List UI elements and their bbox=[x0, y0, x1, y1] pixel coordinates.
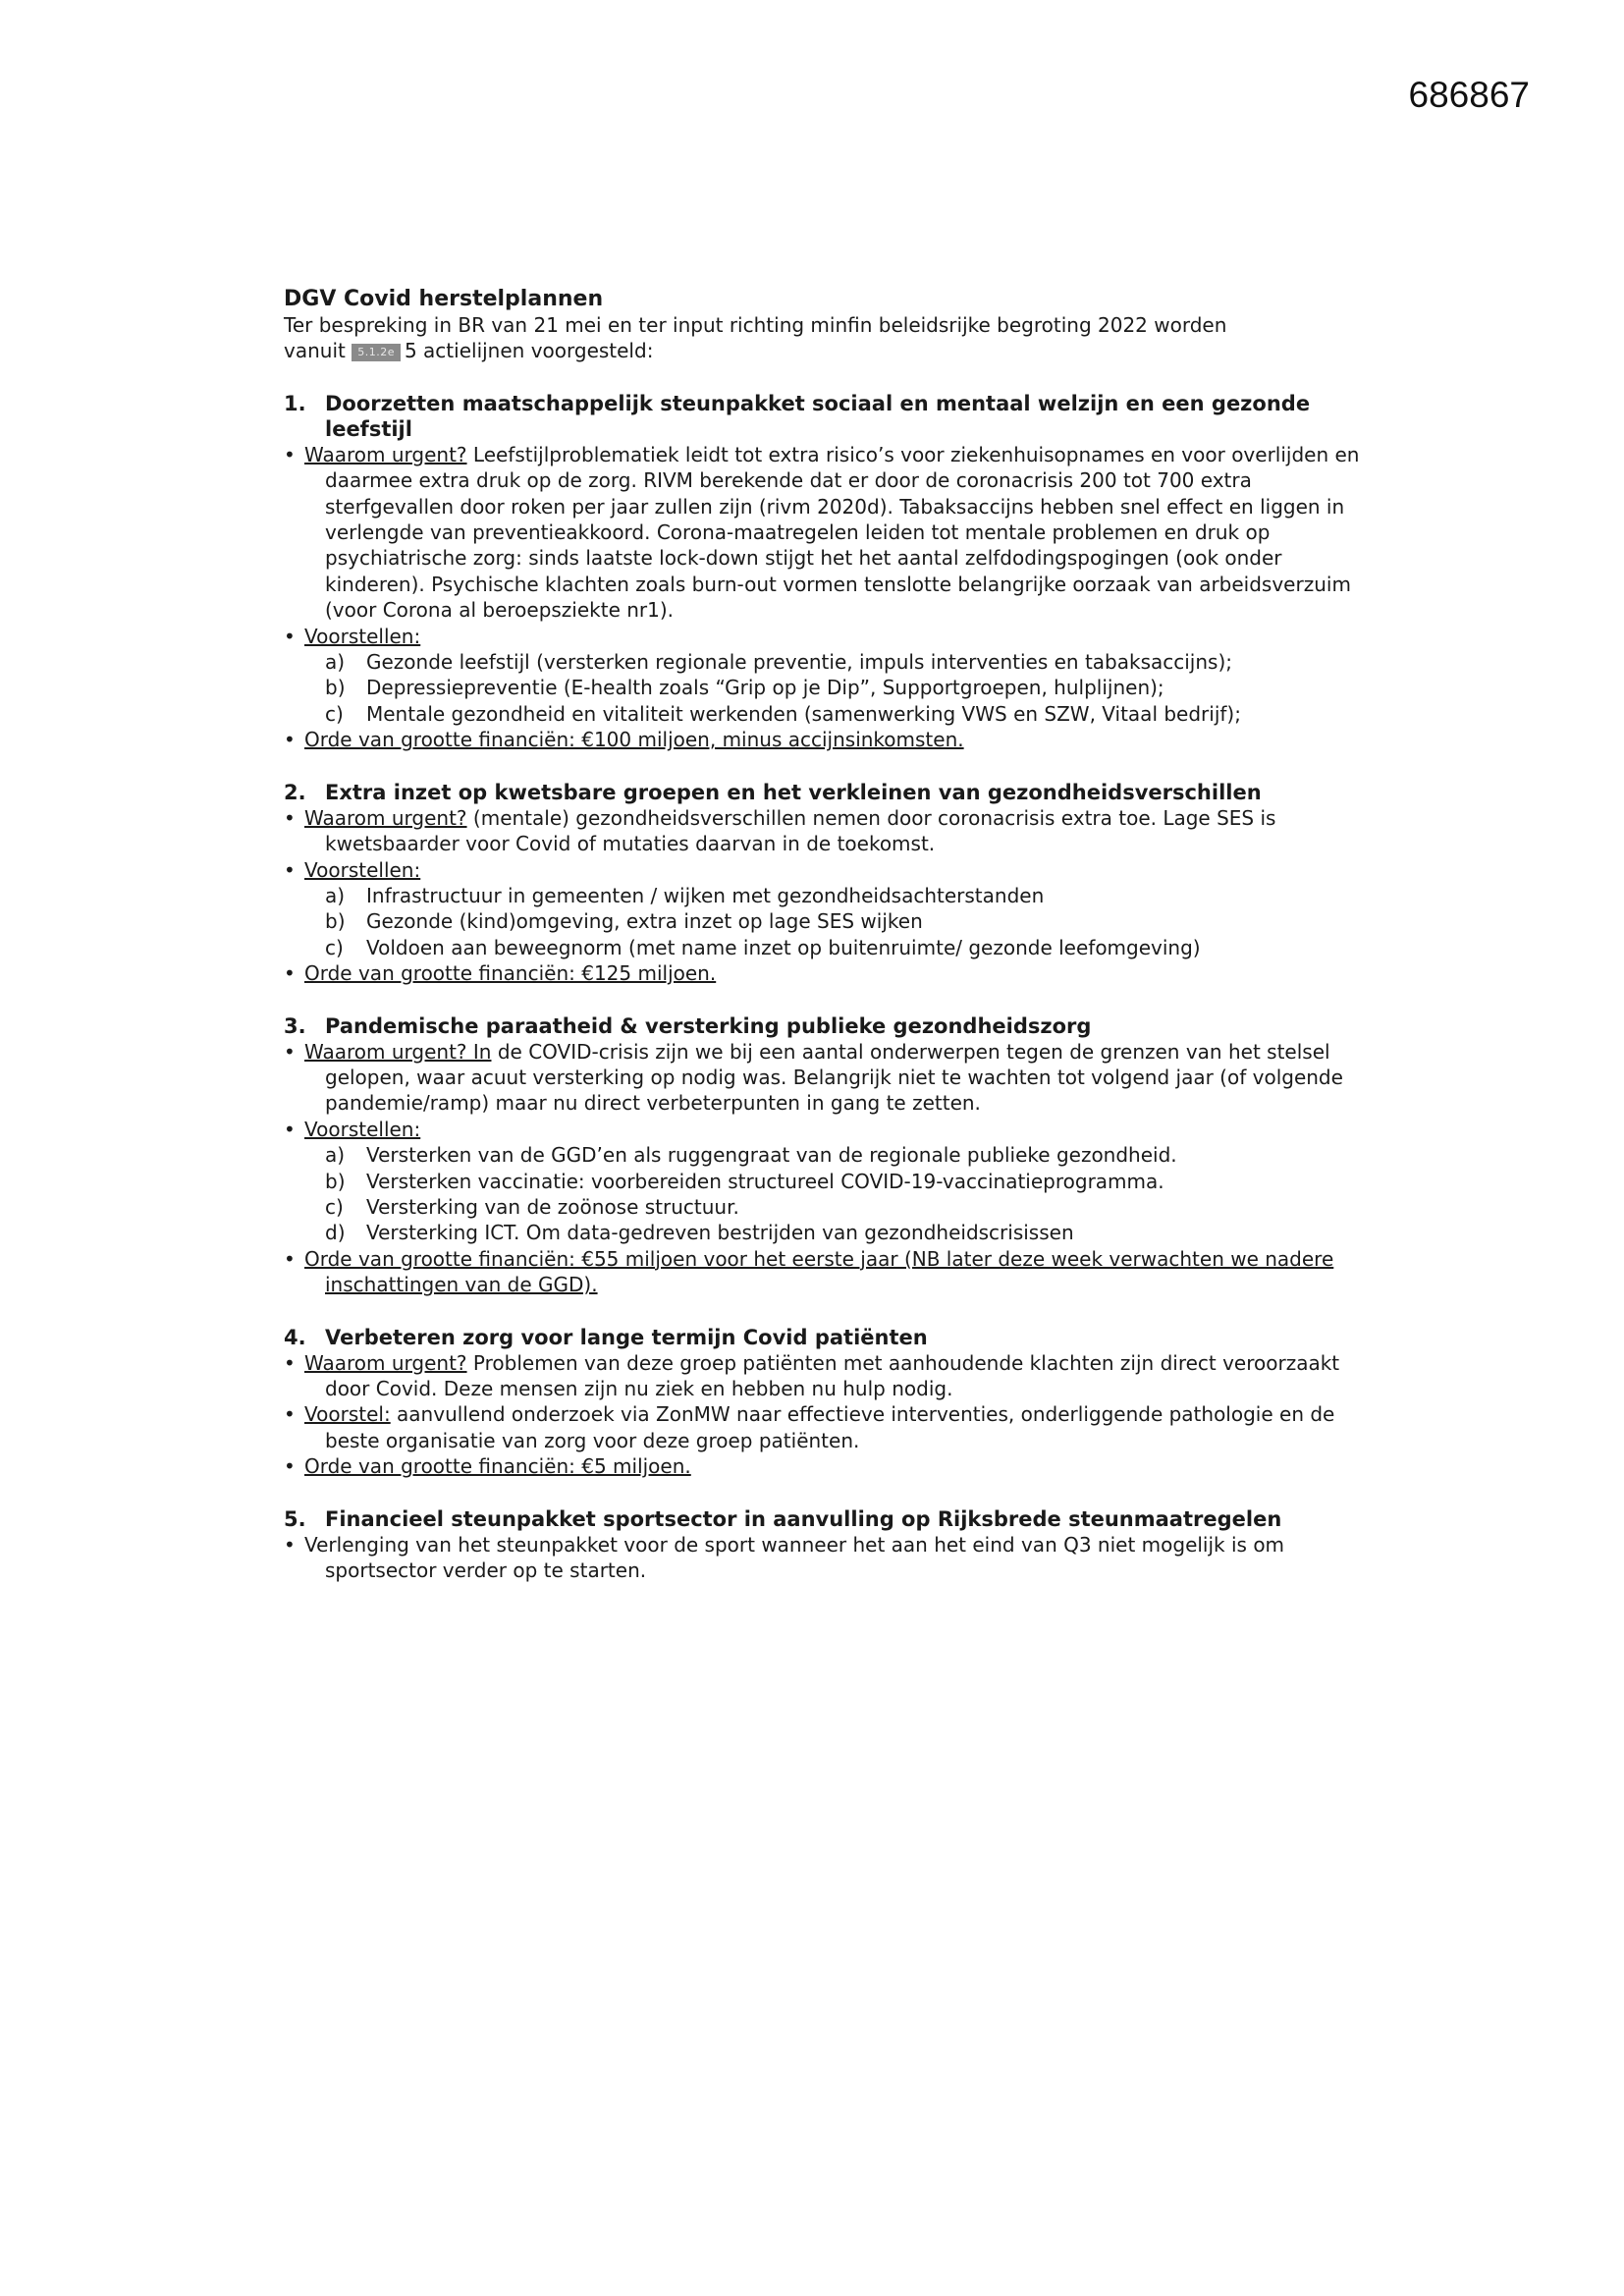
intro-line-2-start: vanuit bbox=[284, 339, 346, 363]
proposals-label: Voorstellen: bbox=[304, 1117, 421, 1141]
finance-text: Orde van grootte financiën: €5 miljoen. bbox=[304, 1454, 691, 1479]
bullet-icon: • bbox=[284, 1402, 296, 1427]
list-item: d) Versterking ICT. Om data-gedreven bestrijden van gezondheidscrisissen bbox=[325, 1221, 1074, 1245]
bullet-icon: • bbox=[284, 1532, 296, 1557]
urgent-label: Waarom urgent? bbox=[304, 805, 467, 830]
finance-bullet bbox=[284, 1453, 1364, 1479]
proposal-bullet bbox=[284, 1401, 1364, 1453]
list-item: b) Gezonde (kind)omgeving, extra inzet op lage SES wijken bbox=[325, 909, 923, 934]
proposals-label: Voorstellen: bbox=[304, 624, 421, 648]
bullet-icon: • bbox=[284, 961, 296, 986]
finance-bullet bbox=[284, 960, 1364, 986]
intro-paragraph bbox=[284, 312, 1364, 364]
bullet-icon: • bbox=[284, 728, 296, 752]
proposals-bullet bbox=[284, 857, 1364, 883]
bullet-icon: • bbox=[284, 857, 296, 882]
document-body bbox=[284, 286, 1364, 1583]
urgent-label: Waarom urgent? In bbox=[304, 1039, 492, 1064]
proposal-text: aanvullend onderzoek via ZonMW naar effectieve interventies, onderliggende pathologie en de beste organisatie van zorg voor deze groep patiënten. bbox=[325, 1402, 1335, 1452]
list-item: b) Depressiepreventie (E-health zoals “Grip op je Dip”, Supportgroepen, hulplijnen); bbox=[325, 676, 1164, 700]
section-heading bbox=[284, 1506, 1364, 1532]
list-item: c) Versterking van de zoönose structuur. bbox=[325, 1194, 739, 1219]
urgent-text: Problemen van deze groep patiënten met aanhoudende klachten zijn direct veroorzaakt door Covid. Deze mensen zijn nu ziek en hebben nu hulp nodig. bbox=[325, 1350, 1340, 1400]
text-bullet bbox=[284, 1532, 1364, 1584]
list-item: a) Versterken van de GGD’en als ruggengraat van de regionale publieke gezondheid. bbox=[325, 1143, 1177, 1168]
document-title: DGV Covid herstelplannen bbox=[284, 287, 604, 311]
bullet-text: Verlenging van het steunpakket voor de sport wanneer het aan het eind van Q3 niet mogelijk is om sportsector verder op te starten. bbox=[304, 1532, 1285, 1583]
bullet-icon: • bbox=[284, 805, 296, 830]
bullet-icon: • bbox=[284, 1117, 296, 1141]
section-title: Pandemische paraatheid & versterking publieke gezondheidszorg bbox=[325, 1013, 1092, 1038]
section-5 bbox=[284, 1506, 1364, 1584]
urgent-text: (mentale) gezondheidsverschillen nemen door coronacrisis extra toe. Lage SES is kwetsbaarder voor Covid of mutaties daarvan in de toekomst. bbox=[325, 805, 1276, 856]
list-item: a) Infrastructuur in gemeenten / wijken met gezondheidsachterstanden bbox=[325, 883, 1045, 907]
list-item: b) Versterken vaccinatie: voorbereiden structureel COVID-19-vaccinatieprogramma. bbox=[325, 1169, 1164, 1193]
bullet-icon: • bbox=[284, 1246, 296, 1271]
list-item: c) Mentale gezondheid en vitaliteit werkenden (samenwerking VWS en SZW, Vitaal bedrijf); bbox=[325, 701, 1241, 726]
section-3 bbox=[284, 1013, 1364, 1298]
finance-bullet bbox=[284, 1246, 1364, 1298]
urgent-text: Leefstijlproblematiek leidt tot extra risico’s voor ziekenhuisopnames en voor overlijden en daarmee extra druk op de zorg. RIVM berekende dat er door de coronacrisis 200 tot 700 extra sterfgevallen door roken per jaar zullen zijn (rivm 2020d). Tabaksaccijns hebben snel effect en liggen in verlengde van preventieakkoord. Corona-maatregelen leiden tot mentale problemen en druk op psychiatrische zorg: sinds laatste lock-down stijgt het het aantal zelfdodingspogingen (ook onder kinderen). Psychische klachten zoals burn-out vormen tenslotte belangrijke oorzaak van arbeidsverzuim (voor Corona al beroepsziekte nr1). bbox=[325, 442, 1360, 623]
list-item: a) Gezonde leefstijl (versterken regionale preventie, impuls interventies en tabaksaccijns); bbox=[325, 650, 1233, 675]
bullet-icon: • bbox=[284, 442, 296, 466]
finance-text: Orde van grootte financiën: €100 miljoen, minus accijnsinkomsten. bbox=[304, 728, 964, 752]
proposal-label: Voorstel: bbox=[304, 1402, 391, 1427]
section-number: 5. bbox=[284, 1506, 306, 1531]
intro-line-1: Ter bespreking in BR van 21 mei en ter input richting minfin beleidsrijke begroting 2022 worden bbox=[284, 313, 1227, 337]
section-number: 3. bbox=[284, 1013, 306, 1038]
section-title: Extra inzet op kwetsbare groepen en het verkleinen van gezondheidsverschillen bbox=[325, 780, 1262, 804]
section-heading bbox=[284, 1013, 1364, 1039]
section-1 bbox=[284, 391, 1364, 753]
urgent-label: Waarom urgent? bbox=[304, 1350, 467, 1375]
section-2 bbox=[284, 780, 1364, 987]
section-4 bbox=[284, 1325, 1364, 1480]
urgent-label: Waarom urgent? bbox=[304, 442, 467, 466]
urgent-bullet bbox=[284, 1350, 1364, 1402]
section-number: 2. bbox=[284, 780, 306, 804]
section-title: Financieel steunpakket sportsector in aanvulling op Rijksbrede steunmaatregelen bbox=[325, 1506, 1282, 1531]
section-number: 4. bbox=[284, 1325, 306, 1349]
section-heading bbox=[284, 391, 1364, 442]
proposals-bullet bbox=[284, 1117, 1364, 1142]
section-title: Verbeteren zorg voor lange termijn Covid patiënten bbox=[325, 1325, 928, 1349]
bullet-icon: • bbox=[284, 1039, 296, 1064]
finance-bullet bbox=[284, 727, 1364, 752]
section-heading bbox=[284, 1325, 1364, 1350]
redaction-mark: 5.1.2e bbox=[352, 344, 401, 361]
bullet-icon: • bbox=[284, 1454, 296, 1479]
section-heading bbox=[284, 780, 1364, 805]
finance-text: Orde van grootte financiën: €55 miljoen voor het eerste jaar (NB later deze week verwachten we nadere inschattingen van de GGD). bbox=[304, 1246, 1334, 1297]
bullet-icon: • bbox=[284, 1350, 296, 1375]
bullet-icon: • bbox=[284, 624, 296, 648]
proposals-label: Voorstellen: bbox=[304, 857, 421, 882]
list-item: c) Voldoen aan beweegnorm (met name inzet op buitenruimte/ gezonde leefomgeving) bbox=[325, 935, 1201, 959]
urgent-text: de COVID-crisis zijn we bij een aantal onderwerpen tegen de grenzen van het stelsel gelopen, waar acuut versterking op nodig was. Belangrijk niet te wachten tot volgend jaar (of volgende pandemie/ramp) maar nu direct verbeterpunten in gang te zetten. bbox=[325, 1039, 1343, 1116]
section-title: Doorzetten maatschappelijk steunpakket sociaal en mentaal welzijn en een gezonde leefstijl bbox=[325, 391, 1311, 441]
intro-line-2-end: 5 actielijnen voorgesteld: bbox=[404, 339, 654, 363]
urgent-bullet bbox=[284, 442, 1364, 624]
urgent-bullet bbox=[284, 1039, 1364, 1117]
proposals-bullet bbox=[284, 624, 1364, 649]
document-id: 686867 bbox=[1408, 75, 1530, 115]
urgent-bullet bbox=[284, 805, 1364, 857]
finance-text: Orde van grootte financiën: €125 miljoen. bbox=[304, 961, 717, 986]
section-number: 1. bbox=[284, 391, 306, 415]
